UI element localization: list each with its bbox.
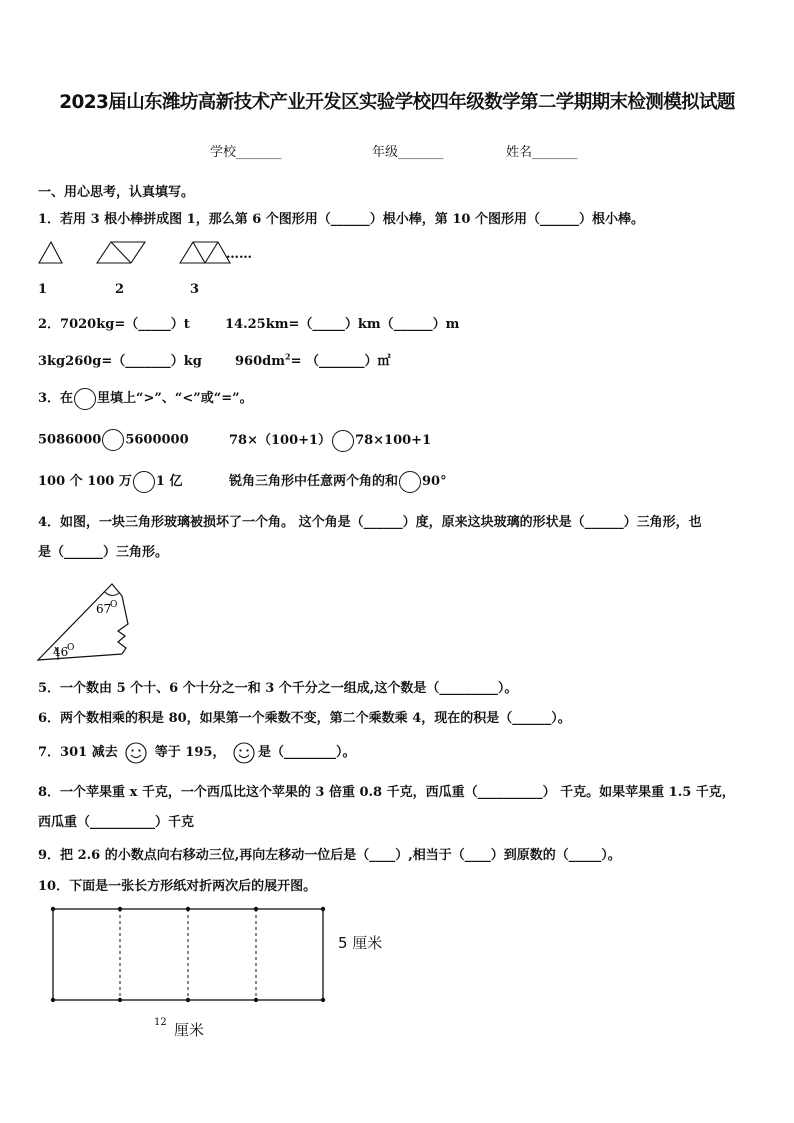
name-field: 姓名_______ <box>506 145 578 160</box>
figure-label-2: 2 <box>115 282 125 297</box>
figure-ellipsis: …… <box>226 247 252 262</box>
question-3b: 78×（100+1） 78×100+1 <box>229 429 431 452</box>
question-1: 1．若用 3 根小棒拼成图 1，那么第 6 个图形用（______）根小棒，第 10 个图形用（______）根小棒。 <box>38 212 644 227</box>
question-10: 10．下面是一张长方形纸对折两次后的展开图。 <box>38 879 317 894</box>
question-4-line2: 是（______）三角形。 <box>38 545 169 560</box>
page-title: 2023届山东潍坊高新技术产业开发区实验学校四年级数学第二学期期末检测模拟试题 <box>59 92 735 113</box>
question-9: 9．把 2.6 的小数点向右移动三位,再向左移动一位后是（____）,相当于（____）到原数的（_____）。 <box>38 848 621 863</box>
question-3d: 锐角三角形中任意两个角的和 90° <box>229 470 447 493</box>
question-8-line1: 8．一个苹果重 x 千克，一个西瓜比这个苹果的 3 倍重 0.8 千克，西瓜重（__________） 千克。如果苹果重 1.5 千克， <box>38 785 735 800</box>
question-3a: 5086000 5600000 <box>38 429 189 451</box>
question-4-line1: 4．如图，一块三角形玻璃被损坏了一个角。 这个角是（______）度，原来这块玻璃的形状是（______）三角形，也 <box>38 515 702 530</box>
question-7: 7．301 减去 等于 195， 是（________）。 <box>38 741 356 764</box>
question-3c: 100 个 100 万 1 亿 <box>38 470 182 493</box>
question-8-line2: 西瓜重（__________）千克 <box>38 815 195 830</box>
angle-46-label: 46 <box>53 645 69 659</box>
angle-67-label: 67 <box>96 602 112 616</box>
figure-label-3: 3 <box>190 282 200 297</box>
question-6: 6．两个数相乘的积是 80，如果第一个乘数不变，第二个乘数乘 4，现在的积是（______）。 <box>38 711 571 726</box>
degree-mark: O <box>110 600 118 610</box>
degree-mark: O <box>67 643 75 653</box>
width-number: 12 <box>154 1017 167 1028</box>
school-field: 学校_______ <box>210 145 282 160</box>
question-2a: 2．7020kg=（_____）t <box>38 317 190 332</box>
grade-field: 年级_______ <box>372 145 444 160</box>
question-2d: $960dm^2=$ （_______）㎡ <box>235 351 391 369</box>
question-3-intro: 3．在 里填上“>”、“<”或“=”。 <box>38 387 253 410</box>
figure-label-1: 1 <box>38 282 48 297</box>
height-label: 5 厘米 <box>338 934 383 952</box>
question-2b: 14.25km=（_____）km（______）m <box>225 317 460 332</box>
question-5: 5．一个数由 5 个十、6 个十分之一和 3 个千分之一组成,这个数是（_________）。 <box>38 681 518 696</box>
question-2c: 3kg260g=（_______）kg <box>38 354 202 369</box>
section-heading: 一、用心思考，认真填写。 <box>38 185 195 200</box>
width-unit: 厘米 <box>174 1021 205 1039</box>
